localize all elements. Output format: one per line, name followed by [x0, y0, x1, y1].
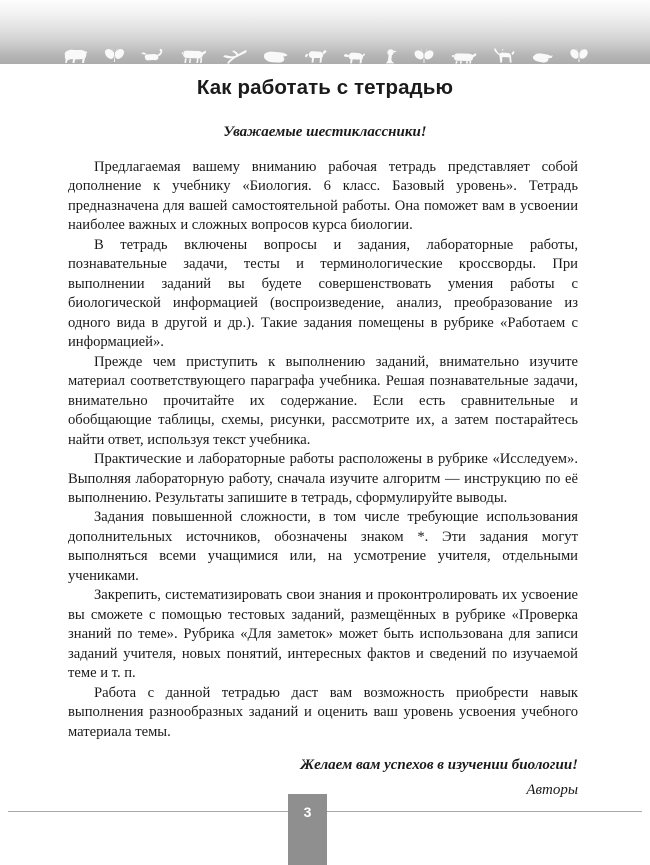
butterfly-icon — [104, 48, 125, 64]
monkey-icon — [304, 47, 327, 64]
paragraph: Закрепить, систематизировать свои знания и проконтролировать их усвоение вы сможете с помощью тестовых заданий, размещённых в рубрике «Проверка знаний по теме». Рубрика «Для заметок» может быть использована для записи заданий учителя, новых понятий, интересных фактов и сведений по изучаемой теме и т. п. — [68, 587, 578, 682]
lizard-icon — [223, 48, 247, 64]
moth-icon — [413, 48, 435, 64]
paragraph: Работа с данной тетрадью даст вам возможность приобрести навык выполнения разнообразных заданий и оценить ваш уровень усвоения учебного материала темы. — [68, 684, 578, 740]
paragraph: В тетрадь включены вопросы и задания, лабораторные работы, познавательные задачи, тесты и терминологические кроссворды. При выполнении заданий вы будете совершенствовать умения работы с биологической информацией (воспроизведение, анализ, преобразование из одного вида в другой и др.). Такие задания помещены в рубрике «Работаем с информацией». — [68, 236, 578, 351]
duck-icon — [381, 48, 397, 64]
page-number-tab — [288, 794, 327, 865]
butterfly-icon-2 — [569, 48, 589, 64]
salutation: Уважаемые шестиклассники! — [223, 124, 427, 140]
horse-icon — [181, 47, 207, 64]
scorpion-icon — [141, 48, 165, 64]
body-copy — [0, 141, 650, 742]
page-number: 3 — [303, 804, 312, 820]
closing-wish: Желаем вам успехов в изучении биологии! — [300, 757, 578, 774]
paragraph: Задания повышенной сложности, в том числе требующие использования дополнительных источников, обозначены знаком *. Эти задания могут выполняться всеми учащимися или, на усмотрение учителя, отдельными учениками. — [68, 509, 578, 584]
cat-icon — [493, 47, 515, 64]
animal-silhouette-strip — [0, 40, 650, 64]
paragraph: Прежде чем приступить к выполнению заданий, внимательно изучите материал соответствующего параграфа учебника. Решая познавательные задачи, внимательно прочитайте их содержание. Если есть сравнительные и обобщающие таблицы, схемы, рисунки, рассмотрите их, а затем постарайтесь найти ответ, используя текст учебника. — [68, 353, 578, 448]
frog-icon — [343, 48, 365, 64]
page-title: Как работать с тетрадью — [196, 76, 454, 99]
closing-signature: Авторы — [526, 782, 578, 799]
bison-icon — [62, 47, 88, 64]
decorative-header-band — [0, 0, 650, 64]
bird-icon — [263, 49, 288, 64]
boar-icon — [451, 49, 477, 64]
rooster-icon — [531, 49, 553, 64]
paragraph: Предлагаемая вашему вниманию рабочая тетрадь представляет собой дополнение к учебнику «Биология. 6 класс. Базовый уровень». Тетрадь предназначена для вашей самостоятельной работы. Она поможет вам в усвоении наиболее важных и сложных вопросов курса биологии. — [68, 159, 578, 234]
paragraph: Практические и лабораторные работы расположены в рубрике «Исследуем». Выполняя лабораторную работу, сначала изучите алгоритм — инструкцию по её выполнению. Результаты запишите в тетрадь, сформулируйте выводы. — [68, 451, 578, 506]
page-content — [0, 64, 650, 865]
